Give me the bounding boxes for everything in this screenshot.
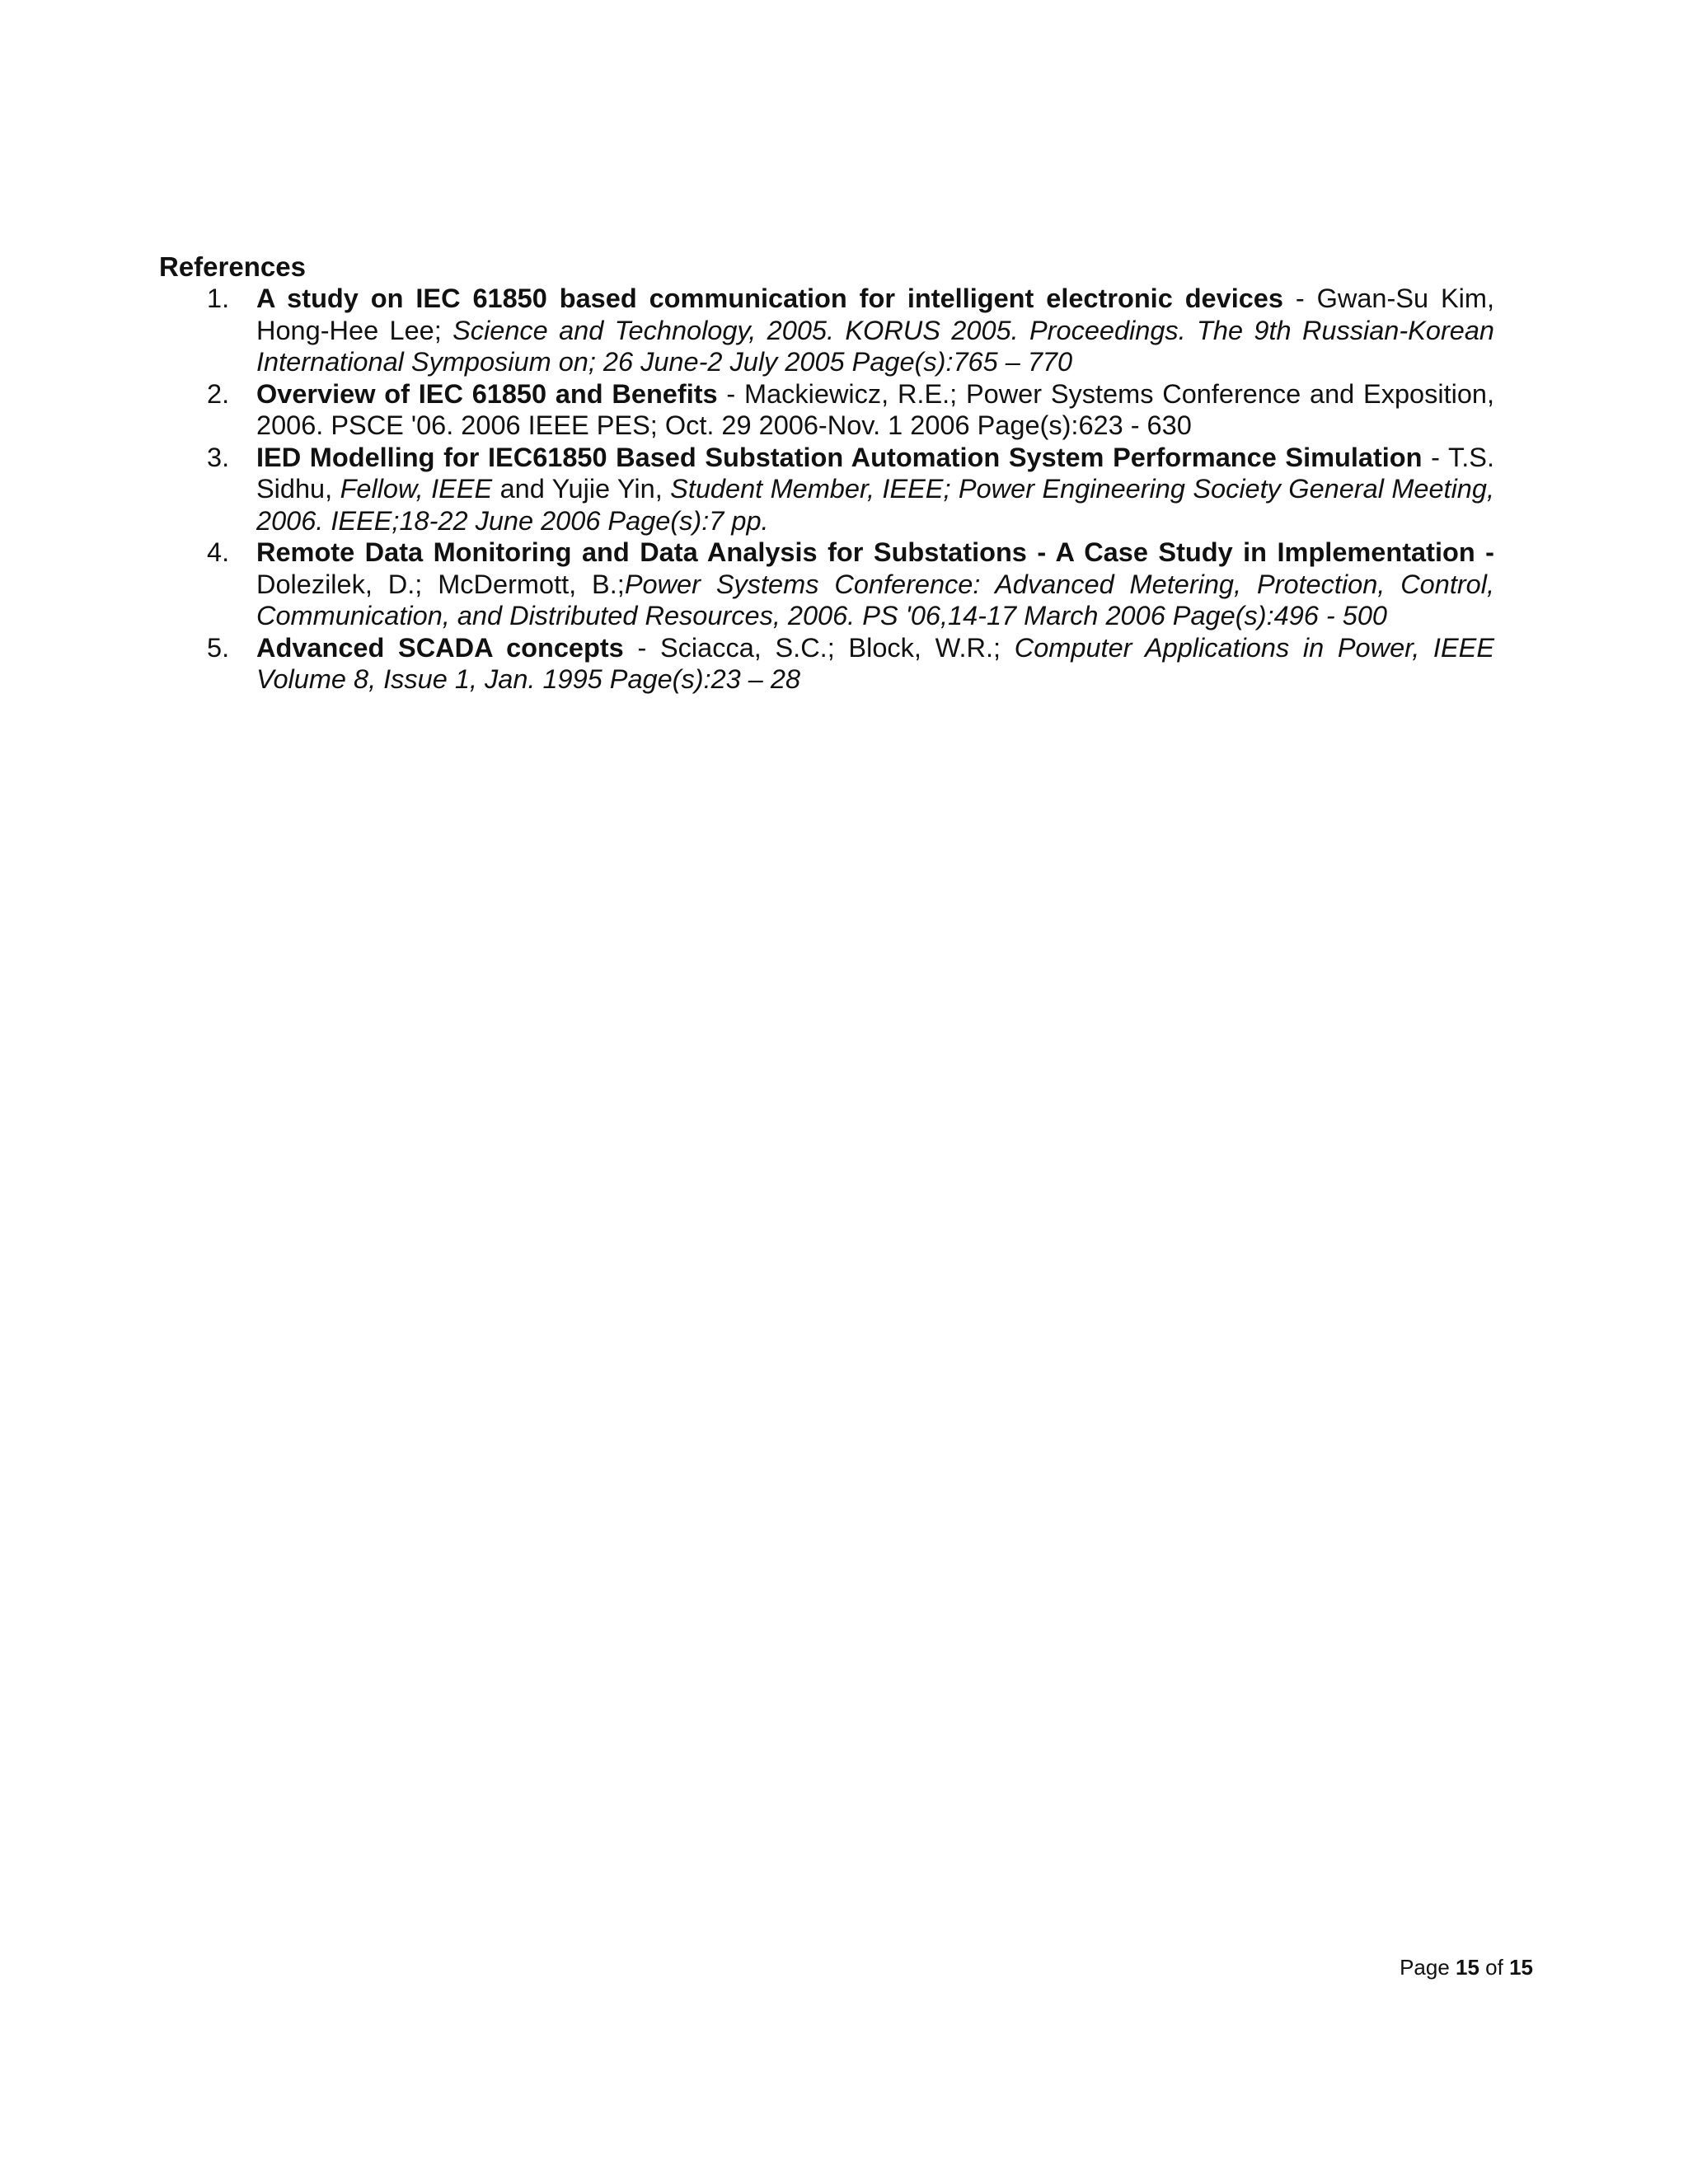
reference-item-4 [159, 537, 1494, 632]
reference-number: 3. [207, 442, 230, 472]
reference-source: Power Systems Conference: Advanced Metering, Protection, Control, Communication, and Distributed Resources, 2006. PS '06,14-17 March 2006 Page(s):496 - 500 [256, 569, 1495, 630]
reference-number: 4. [207, 537, 230, 567]
page-label: Page [1400, 1955, 1456, 1980]
reference-title: Advanced SCADA concepts [256, 632, 624, 663]
page-of-label: of [1479, 1955, 1510, 1980]
reference-item-1 [159, 283, 1494, 378]
reference-number: 1. [207, 284, 230, 313]
reference-source: Computer Applications in Power, IEEE Volume 8, Issue 1, Jan. 1995 Page(s):23 – 28 [256, 632, 1494, 694]
reference-author-1: T.S. Sidhu, [256, 442, 1494, 504]
reference-author-2: and Yujie Yin, [492, 474, 671, 504]
current-page-number: 15 [1456, 1955, 1479, 1980]
reference-number: 2. [207, 378, 230, 409]
reference-separator: - [1282, 284, 1317, 313]
reference-authors: Mackiewicz, R.E.; Power Systems Conference and Exposition, 2006. PSCE '06. 2006 IEEE PES; Oct. 29 2006-Nov. 1 2006 Page(s):623 - 630 [256, 378, 1494, 440]
reference-item-2 [159, 378, 1494, 442]
reference-author-1-role: Fellow, IEEE [340, 474, 493, 504]
reference-authors: Sciacca, S.C.; Block, W.R.; [659, 632, 1015, 663]
reference-item-5 [159, 632, 1494, 696]
reference-separator: - [717, 378, 745, 409]
reference-authors: Dolezilek, D.; McDermott, B.; [256, 569, 625, 599]
reference-number: 5. [207, 632, 230, 663]
reference-source: Student Member, IEEE; Power Engineering Society General Meeting, 2006. IEEE;18-22 June 2006 Page(s):7 pp. [256, 474, 1494, 536]
reference-list [159, 283, 1494, 696]
page-footer [1368, 1955, 1533, 1980]
reference-item-3 [159, 442, 1494, 537]
reference-source: Science and Technology, 2005. KORUS 2005. Proceedings. The 9th Russian-Korean International Symposium on; 26 June-2 July 2005 Page(s):765 – 770 [256, 315, 1494, 377]
reference-title: IED Modelling for IEC61850 Based Substation Automation System Performance Simulation [256, 442, 1423, 472]
references-heading: References [159, 251, 306, 282]
reference-title: Overview of IEC 61850 and Benefits [256, 378, 718, 409]
reference-separator: - [1422, 442, 1448, 472]
reference-separator: - [623, 632, 660, 663]
total-pages-number: 15 [1509, 1955, 1533, 1980]
reference-authors: Gwan-Su Kim, Hong-Hee Lee; [256, 284, 1494, 345]
reference-title: Remote Data Monitoring and Data Analysis for Substations - A Case Study in Implementation - [256, 537, 1494, 567]
reference-title: A study on IEC 61850 based communication for intelligent electronic devices [256, 284, 1283, 313]
